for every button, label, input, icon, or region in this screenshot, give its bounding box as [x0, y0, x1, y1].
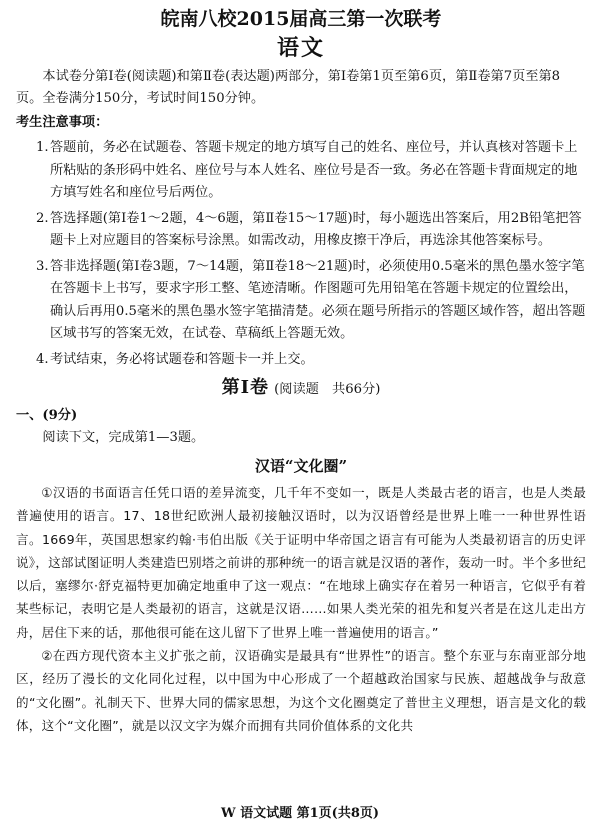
volume-heading — [16, 375, 586, 403]
section-heading: 一、(9分) — [16, 408, 78, 423]
intro-paragraph: 本试卷分第Ⅰ卷(阅读题)和第Ⅱ卷(表达题)两部分，第Ⅰ卷第1页至第6页，第Ⅱ卷第7页至第8页。全卷满分150分，考试时间150分钟。 — [16, 69, 561, 106]
notice-item — [16, 208, 586, 253]
notice-item — [16, 349, 586, 372]
volume-subtitle: (阅读题 共66分) — [274, 382, 381, 397]
notice-item — [16, 256, 586, 346]
notice-item-text: 答选择题(第Ⅰ卷1～2题，4～6题，第Ⅱ卷15～17题)时，每小题选出答案后，用2B铅笔把答题卡上对应题目的答案标号涂黑。如需改动，用橡皮擦干净后，再选涂其他答案标号。 — [50, 210, 582, 248]
notice-item-text: 答题前，务必在试题卷、答题卡规定的地方填写自己的姓名、座位号，并认真核对答题卡上所粘贴的条形码中姓名、座位号与本人姓名、座位号是否一致。务必在答题卡背面规定的地方填写姓名和座位号后两位。 — [50, 140, 578, 200]
notice-item-number: 4. — [36, 351, 49, 367]
article-title: 汉语“文化圈” — [254, 457, 348, 475]
section-instruction: 阅读下文，完成第1—3题。 — [42, 430, 205, 445]
notice-item-number: 2. — [36, 210, 49, 226]
notice-item — [16, 137, 586, 205]
article-paragraph: ②在西方现代资本主义扩张之前，汉语确实是最具有“世界性”的语言。整个东亚与东南亚部分地区，经历了漫长的文化同化过程，以中国为中心形成了一个超越政治国家与民族、超越战争与敌意的“文化圈”。礼制天下、世界大同的儒家思想，为这个文化圈奠定了普世主义理想，语言是文化的载体，这个“文化圈”，就是以汉文字为媒介而拥有共同价值体系的文化共 — [16, 648, 586, 733]
subject-title: 语文 — [276, 35, 325, 61]
page-footer: W 语文试题 第1页(共8页) — [220, 806, 380, 821]
article-paragraph: ①汉语的书面语言任凭口语的差异流变，几千年不变如一，既是人类最古老的语言，也是人类最普遍使用的语言。17、18世纪欧洲人最初接触汉语时，以为汉语曾经是世界上唯一一种世界性语言。1669年，英国思想家约翰·韦伯出版《关于证明中华帝国之语言有可能为人类最初语言的历史评说》，这部试图证明人类建造巴别塔之前讲的那种统一的语言就是汉语的著作，轰动一时。半个多世纪以后，塞缪尔·舒克福特更加确定地重申了这一观点：“在地球上确实存在着另一种语言，它似乎有着某些标记，表明它是人类最初的语言，这就是汉语……如果人类光荣的祖先和复兴者是在这儿走出方舟，居住下来的话，那他很可能在这儿留下了世界上唯一普遍使用的语言。” — [16, 485, 586, 640]
exam-title: 皖南八校2015届高三第一次联考 — [160, 8, 442, 30]
notice-item-number: 3. — [36, 258, 49, 274]
volume-title: 第Ⅰ卷 — [221, 377, 270, 398]
notice-item-number: 1. — [36, 140, 49, 155]
notice-list — [16, 137, 586, 371]
notice-heading: 考生注意事项： — [16, 115, 109, 130]
notice-item-text: 答非选择题(第Ⅰ卷3题，7～14题，第Ⅱ卷18～21题)时，必须使用0.5毫米的黑色墨水签字笔在答题卡上书写，要求字形工整、笔迹清晰。作图题可先用铅笔在答题卡规定的位置绘出，确认后再用0.5毫米的黑色墨水签字笔描清楚。必须在题号所指示的答题区域作答，超出答题区域书写的答案无效，在试卷、草稿纸上答题无效。 — [50, 258, 586, 341]
notice-item-text: 考试结束，务必将试题卷和答题卡一并上交。 — [50, 351, 314, 367]
